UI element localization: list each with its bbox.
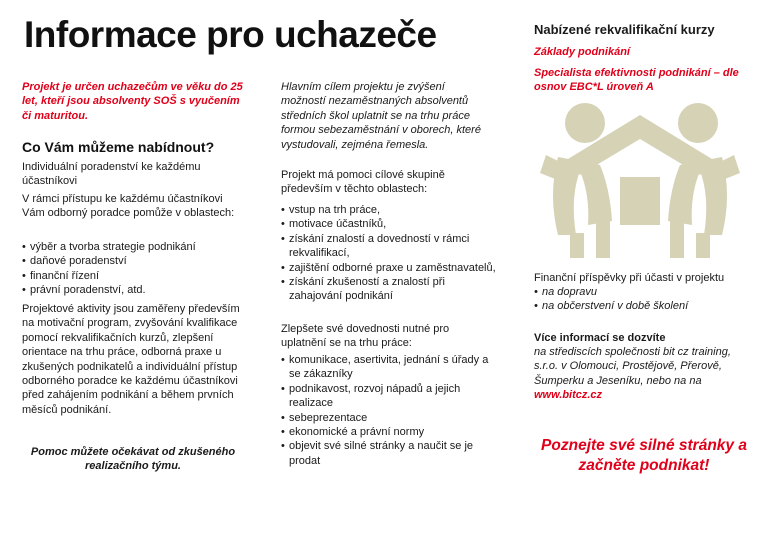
project-aim: Hlavním cílem projektu je zvýšení možností nezaměstnaných absolventů středních škol uplatnit se na trhu práce formou sebezaměstnání v oborech, které vystudovali, zejména řemesla. (281, 81, 481, 151)
course-basics: Základy podnikání (534, 46, 630, 58)
list-item: • sebeprezentace (281, 411, 496, 425)
list-item: • na dopravu (534, 285, 754, 299)
list-item: • objevit své silné stránky a naučit se je prodat (281, 439, 496, 468)
list-item: • daňové poradenství (22, 254, 244, 268)
list-item: • vstup na trh práce, (281, 203, 496, 217)
website-link[interactable]: www.bitcz.cz (534, 389, 603, 401)
offer-heading: Co Vám můžeme nabídnout? (22, 139, 215, 155)
activities-paragraph: Projektové aktivity jsou zaměřeny především na motivační program, zvyšování kvalifikace pomocí rekvalifikačních kurzů, zlepšení orientace na trhu práce, odborná praxe u zkušených podnikatelů a individuální přístup odborného poradce ke každému účastníkovi před zahájením podnikání a během prvních měsíců podnikání. (22, 303, 240, 416)
list-item: • motivace účastníků, (281, 217, 496, 231)
list-item: • finanční řízení (22, 269, 244, 283)
courses-heading: Nabízené rekvalifikační kurzy (534, 22, 715, 37)
two-people-roof-icon (540, 85, 740, 260)
help-list (281, 203, 496, 304)
list-item: • komunikace, asertivita, jednání s úřady a se zákazníky (281, 353, 496, 382)
title: Informace pro uchazeče (24, 14, 437, 55)
skills-intro: Zlepšete své dovednosti nutné pro uplatnění se na trhu práce: (281, 323, 450, 350)
list-item: • podnikavost, rozvoj nápadů a jejich realizace (281, 382, 496, 411)
slogan: Poznejte své silné stránky a začněte podnikat! (541, 437, 747, 474)
offer-list (22, 240, 244, 298)
team-note: Pomoc můžete očekávat od zkušeného realizačního týmu. (30, 446, 236, 473)
list-item: • na občerstvení v době školení (534, 299, 754, 313)
more-info-text: na střediscích společnosti bit cz training, s.r.o. v Olomouci, Prostějově, Přerově, Šumperku a Jeseníku, nebo na na (534, 346, 731, 387)
list-item: • výběr a tvorba strategie podnikání (22, 240, 244, 254)
offer-paragraph-1: Individuální poradenství ke každému účastníkovi (22, 161, 201, 188)
list-item: • získání znalostí a dovedností v rámci rekvalifikací, (281, 232, 496, 261)
course-specialist: Specialista efektivnosti podnikání – dle osnov EBC*L úroveň A (534, 67, 739, 94)
skills-list (281, 353, 496, 468)
contributions-list (534, 285, 754, 314)
help-intro: Projekt má pomoci cílové skupině především v těchto oblastech: (281, 169, 445, 196)
more-info-heading: Více informací se dozvíte (534, 332, 666, 344)
list-item: • zajištění odborné praxe u zaměstnavatelů, (281, 261, 496, 275)
financial-contributions: Finanční příspěvky při účasti v projektu (534, 272, 725, 284)
list-item: • právní poradenství, atd. (22, 283, 244, 297)
offer-paragraph-2: V rámci přístupu ke každému účastníkovi Vám odborný poradce pomůže v oblastech: (22, 193, 235, 220)
intro-note: Projekt je určen uchazečům ve věku do 25 let, kteří jsou absolventy SOŠ s vyučením či maturitou. (22, 81, 243, 122)
list-item: • ekonomické a právní normy (281, 425, 496, 439)
list-item: • získání zkušeností a znalostí při zahajování podnikání (281, 275, 496, 304)
